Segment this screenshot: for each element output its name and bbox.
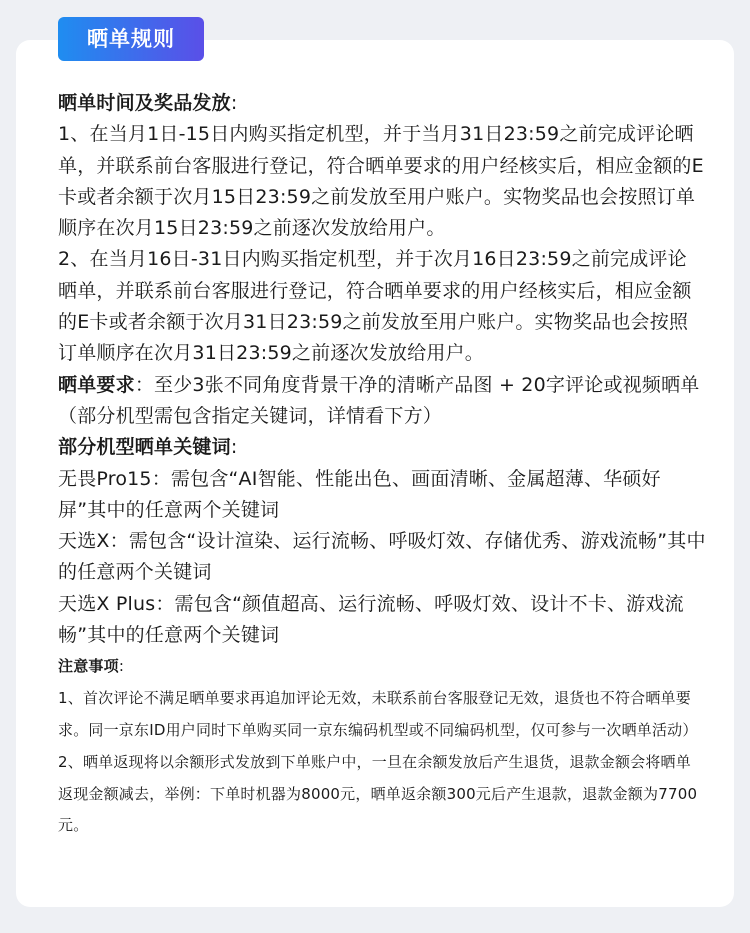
rules-title-badge: 晒单规则 [58, 17, 204, 61]
keywords-heading-colon: : [230, 436, 238, 459]
keyword-wuwei-pro15: 无畏Pro15：需包含“AI智能、性能出色、画面清晰、金属超薄、华硕好屏”其中的任意两个关键词 [58, 467, 661, 521]
keywords-heading: 部分机型晒单关键词 [58, 436, 231, 459]
notes-heading-colon: : [118, 657, 125, 676]
keywords-heading-line [58, 432, 706, 463]
requirement-heading: 晒单要求 [58, 373, 135, 396]
notes-heading: 注意事项 [58, 657, 119, 676]
rule-1: 1、在当月1日-15日内购买指定机型，并于当月31日23:59之前完成评论晒单，并联系前台客服进行登记，符合晒单要求的用户经核实后，相应金额的E卡或者余额于次月15日23:59之前发放至用户账户。实物奖品也会按照订单顺序在次月15日23:59之前逐次发放给用户。 [58, 123, 704, 240]
notes-heading-line [58, 651, 706, 683]
requirement-text: ：至少3张不同角度背景干净的清晰产品图 + 20字评论或视频晒单（部分机型需包含指定关键词，详情看下方） [58, 373, 700, 427]
note-2: 2、晒单返现将以余额形式发放到下单账户中，一旦在余额发放后产生退货，退款金额会将晒单返现金额减去，举例：下单时机器为8000元，晒单返余额300元后产生退款，退款金额为7700元。 [58, 752, 698, 835]
keyword-tianxuan-x-plus: 天选X Plus：需包含“颜值超高、运行流畅、呼吸灯效、设计不卡、游戏流畅”其中的任意两个关键词 [58, 592, 684, 647]
keyword-tianxuan-x: 天选X：需包含“设计渲染、运行流畅、呼吸灯效、存储优秀、游戏流畅”其中的任意两个关键词 [58, 530, 706, 584]
requirement-line [58, 370, 706, 433]
time-heading-line [58, 88, 706, 119]
time-heading-colon: : [230, 92, 238, 114]
note-1: 1、首次评论不满足晒单要求再追加评论无效，未联系前台客服登记无效，退货也不符合晒单要求。同一京东ID用户同时下单购买同一京东编码机型或不同编码机型，仅可参与一次晒单活动） [58, 689, 698, 739]
time-heading: 晒单时间及奖品发放 [58, 92, 231, 114]
rules-content [58, 88, 706, 842]
rule-2: 2、在当月16日-31日内购买指定机型，并于次月16日23:59之前完成评论晒单，并联系前台客服进行登记，符合晒单要求的用户经核实后，相应金额的E卡或者余额于次月31日23:59之前发放至用户账户。实物奖品也会按照订单顺序在次月31日23:59之前逐次发放给用户。 [58, 248, 692, 365]
rules-card [16, 40, 734, 907]
